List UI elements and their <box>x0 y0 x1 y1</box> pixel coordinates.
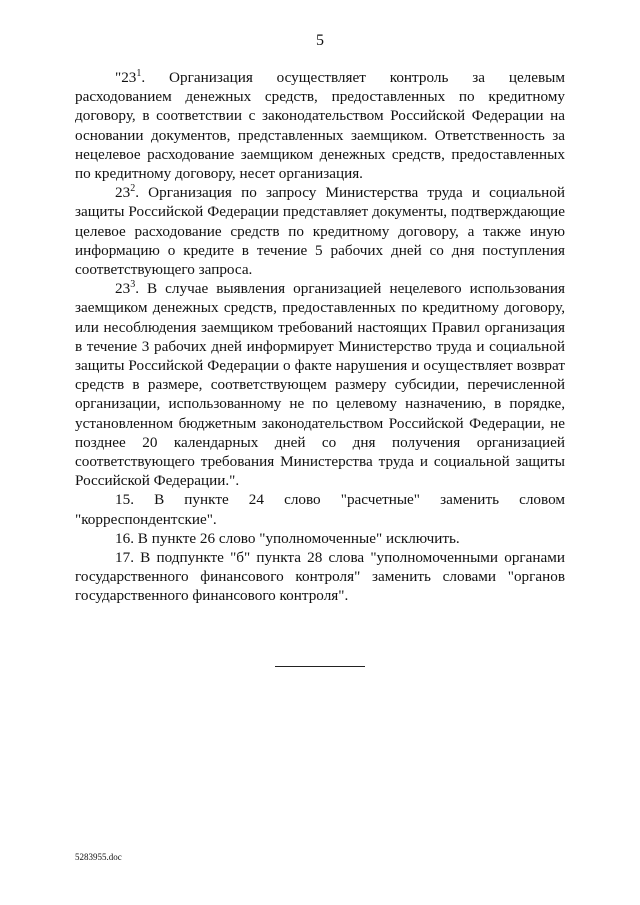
page-number: 5 <box>316 32 324 49</box>
paragraph-17: 17. В подпункте "б" пункта 28 слова "уполномоченными органами государственного финансового контроля" заменить словами "органов государственного финансового контроля". <box>75 549 565 605</box>
paragraph-15: 15. В пункте 24 слово "расчетные" заменить словом "корреспондентские". <box>75 491 565 528</box>
footer-document-code: 5283955.doc <box>75 852 122 862</box>
superscript: 2 <box>130 183 136 195</box>
paragraph-16: 16. В пункте 26 слово "уполномоченные" исключить. <box>115 529 460 547</box>
paragraph-23-3: $23^3$. В случае выявления организацией нецелевого использования заемщиком денежных средств, предоставленных по кредитному договору, или несоблюдения заемщиком требований настоящих Правил организация в течение 3 рабочих дней информирует Министерство труда и социальной защиты Российской Федерации о факте нарушения и осуществляет возврат средств в размере, соответствующем размеру субсидии, перечисленной организации, использованному не по целевому назначению, в порядке, установленном бюджетным законодательством Российской Федерации, не позднее 20 календарных дней со дня получения организацией соответствующего требования Министерства труда и социальной защиты Российской Федерации.". <box>75 279 565 490</box>
paragraph-23-1: "$23^1$. Организация осуществляет контроль за целевым расходованием денежных средств, предоставленных по кредитному договору, в соответствии с законодательством Российской Федерации на основании документов, представленных заемщиком. Ответственность за нецелевое расходование заемщиком денежных средств, предоставленных по кредитному договору, несет организация. <box>75 67 565 183</box>
document-body <box>75 68 565 606</box>
paragraph-23-2: $23^2$. Организация по запросу Министерства труда и социальной защиты Российской Федерации представляет документы, подтверждающие целевое расходование средств по кредитному договору, а также иную информацию о кредите в течение 5 рабочих дней со дня поступления соответствующего запроса. <box>75 183 565 279</box>
superscript: 3 <box>130 279 136 291</box>
superscript: 1 <box>136 67 142 79</box>
end-divider <box>275 666 365 667</box>
